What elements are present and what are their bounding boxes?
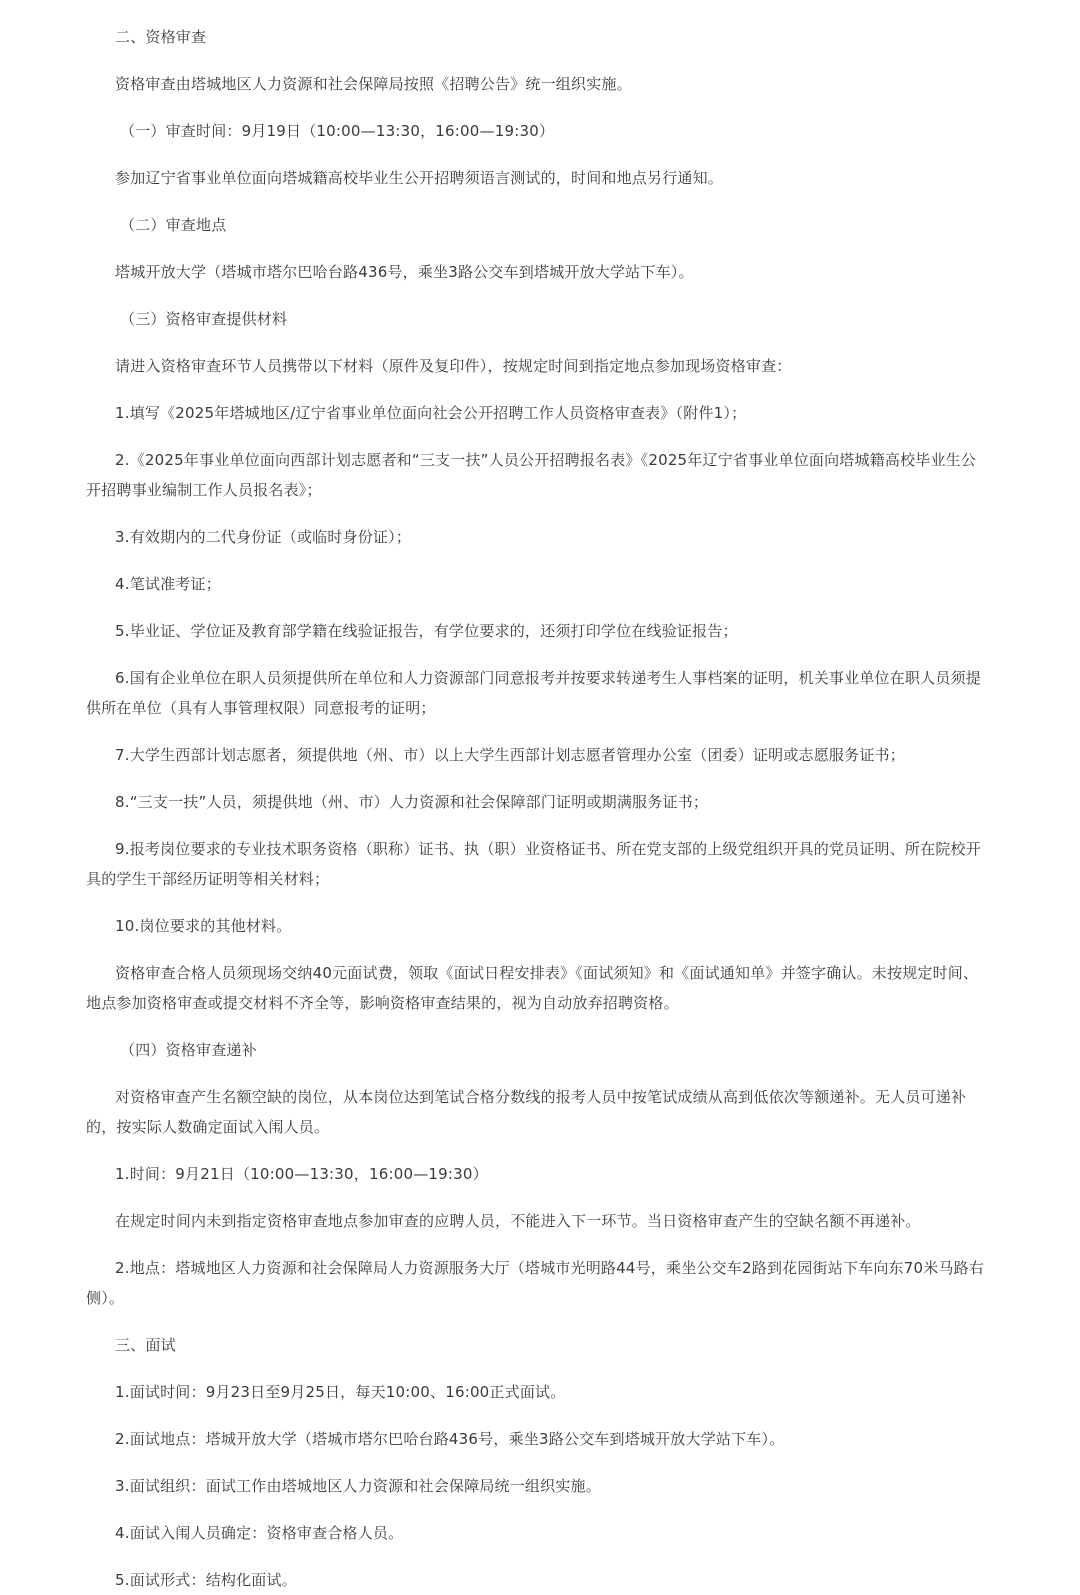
- paragraph-language-test-note: 参加辽宁省事业单位面向塔城籍高校毕业生公开招聘须语言测试的，时间和地点另行通知。: [115, 169, 724, 187]
- subheading-review-materials: （三）资格审查提供材料: [120, 310, 288, 328]
- list-item-material-3: 3.有效期内的二代身份证（或临时身份证）；: [115, 528, 412, 546]
- paragraph-interview-time: 1.面试时间：9月23日至9月25日，每天10:00、16:00正式面试。: [115, 1383, 566, 1401]
- subheading-review-time: （一）审查时间：9月19日（10:00—13:30，16:00—19:30）: [120, 122, 555, 140]
- paragraph-materials-intro: 请进入资格审查环节人员携带以下材料（原件及复印件），按规定时间到指定地点参加现场资格审查：: [115, 357, 792, 375]
- paragraph-review-organizer: 资格审查由塔城地区人力资源和社会保障局按照《招聘公告》统一组织实施。: [115, 75, 632, 93]
- paragraph-backfill-location: 2.地点：塔城地区人力资源和社会保障局人力资源服务大厅（塔城市光明路44号，乘坐公交车2路到花园街站下车向东70米马路右侧）。: [86, 1259, 985, 1307]
- paragraph-backfill-rule: 对资格审查产生名额空缺的岗位，从本岗位达到笔试合格分数线的报考人员中按笔试成绩从高到低依次等额递补。无人员可递补的，按实际人数确定面试入闱人员。: [86, 1088, 967, 1136]
- list-item-material-2: 2.《2025年事业单位面向西部计划志愿者和“三支一扶”人员公开招聘报名表》《2025年辽宁省事业单位面向塔城籍高校毕业生公开招聘事业编制工作人员报名表》；: [86, 451, 977, 499]
- subheading-review-location: （二）审查地点: [120, 216, 227, 234]
- list-item-material-8: 8.“三支一扶”人员，须提供地（州、市）人力资源和社会保障部门证明或期满服务证书；: [115, 793, 709, 811]
- paragraph-interview-candidates: 4.面试入闱人员确定：资格审查合格人员。: [115, 1524, 404, 1542]
- paragraph-review-address: 塔城开放大学（塔城市塔尔巴哈台路436号，乘坐3路公交车到塔城开放大学站下车）。: [115, 263, 694, 281]
- paragraph-backfill-deadline-note: 在规定时间内未到指定资格审查地点参加审查的应聘人员，不能进入下一环节。当日资格审查产生的空缺名额不再递补。: [115, 1212, 921, 1230]
- list-item-material-1: 1.填写《2025年塔城地区/辽宁省事业单位面向社会公开招聘工作人员资格审查表》（附件1）；: [115, 404, 747, 422]
- list-item-material-10: 10.岗位要求的其他材料。: [115, 917, 292, 935]
- article-body: [86, 22, 988, 1595]
- list-item-material-7: 7.大学生西部计划志愿者，须提供地（州、市）以上大学生西部计划志愿者管理办公室（团委）证明或志愿服务证书；: [115, 746, 905, 764]
- section-heading-qualification-review: 二、资格审查: [115, 28, 207, 46]
- section-heading-interview: 三、面试: [115, 1336, 176, 1354]
- paragraph-interview-organization: 3.面试组织：面试工作由塔城地区人力资源和社会保障局统一组织实施。: [115, 1477, 601, 1495]
- list-item-material-5: 5.毕业证、学位证及教育部学籍在线验证报告，有学位要求的，还须打印学位在线验证报告；: [115, 622, 738, 640]
- paragraph-interview-format: 5.面试形式：结构化面试。: [115, 1571, 297, 1589]
- paragraph-interview-location: 2.面试地点：塔城开放大学（塔城市塔尔巴哈台路436号，乘坐3路公交车到塔城开放大学站下车）。: [115, 1430, 785, 1448]
- subheading-review-backfill: （四）资格审查递补: [120, 1041, 257, 1059]
- list-item-material-4: 4.笔试准考证；: [115, 575, 221, 593]
- list-item-material-9: 9.报考岗位要求的专业技术职务资格（职称）证书、执（职）业资格证书、所在党支部的上级党组织开具的党员证明、所在院校开具的学生干部经历证明等相关材料；: [86, 840, 981, 888]
- paragraph-interview-fee: 资格审查合格人员须现场交纳40元面试费，领取《面试日程安排表》《面试须知》和《面试通知单》并签字确认。未按规定时间、地点参加资格审查或提交材料不齐全等，影响资格审查结果的，视为自动放弃招聘资格。: [86, 964, 979, 1012]
- paragraph-backfill-time: 1.时间：9月21日（10:00—13:30，16:00—19:30）: [115, 1165, 488, 1183]
- list-item-material-6: 6.国有企业单位在职人员须提供所在单位和人力资源部门同意报考并按要求转递考生人事档案的证明，机关事业单位在职人员须提供所在单位（具有人事管理权限）同意报考的证明；: [86, 669, 981, 717]
